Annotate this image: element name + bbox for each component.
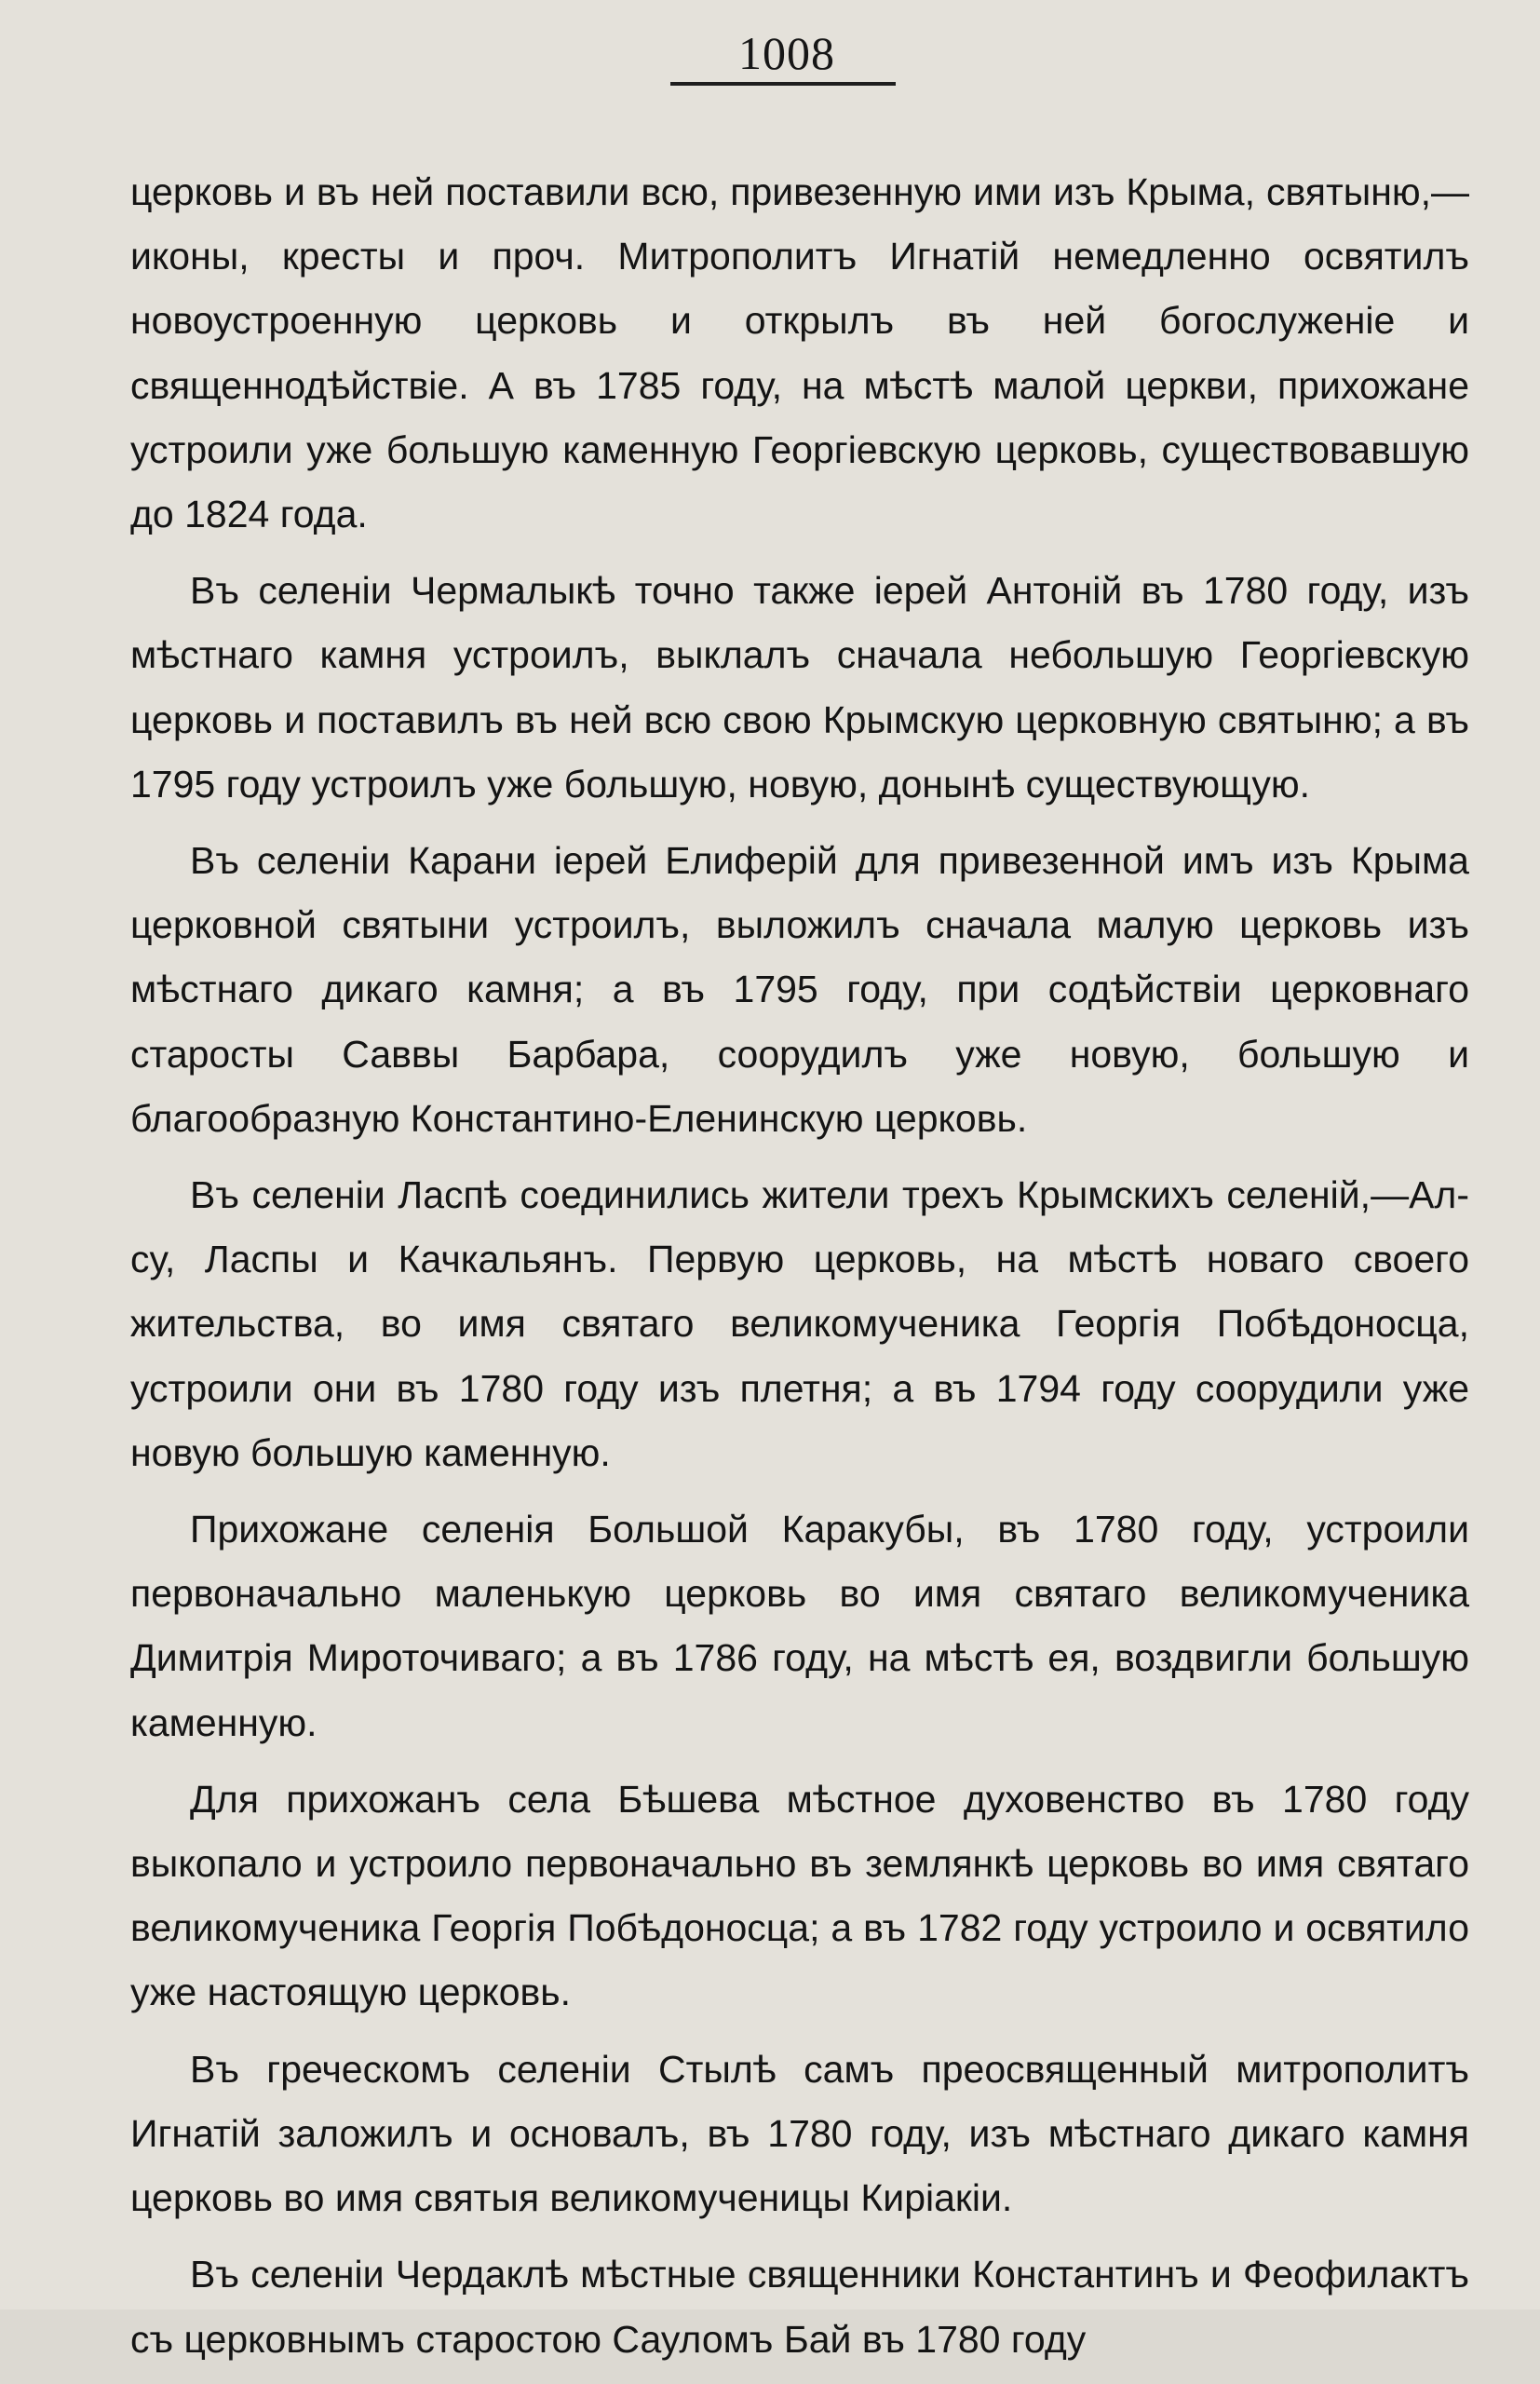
body-text (130, 160, 1469, 2384)
paragraph-7: Въ греческомъ селеніи Стылѣ самъ преосвященный митрополитъ Игнатій заложилъ и основалъ, въ 1780 году, изъ мѣстнаго дикаго камня церковь во имя святыя великомученицы Киріакіи. (130, 2047, 1469, 2220)
paragraph-3: Въ селеніи Карани іерей Елиферій для привезенной имъ изъ Крыма церковной святыни устроилъ, выложилъ сначала малую церковь изъ мѣстнаго дикаго камня; а въ 1795 году, при содѣйствіи церковнаго старосты Саввы Барбара, соорудилъ уже новую, большую и благообразную Константино-Еленинскую церковь. (130, 839, 1469, 1140)
paragraph-2: Въ селеніи Чермалыкѣ точно также іерей Антоній въ 1780 году, изъ мѣстнаго камня устроилъ, выклалъ сначала небольшую Георгіевскую церковь и поставилъ въ ней всю свою Крымскую церковную святыню; а въ 1795 году устроилъ уже большую, новую, донынѣ существующую. (130, 569, 1469, 806)
paragraph-8: Въ селеніи Чердаклѣ мѣстные священники Константинъ и Феофилактъ съ церковнымъ старостою Сауломъ Бай въ 1780 году (130, 2253, 1469, 2361)
page-header (0, 20, 1540, 86)
paragraph-6: Для прихожанъ села Бѣшева мѣстное духовенство въ 1780 году выкопало и устроило первоначально въ землянкѣ церковь во имя святаго великомученика Георгія Побѣдоносца; а въ 1782 году устроило и освятило уже настоящую церковь. (130, 1777, 1469, 2014)
paragraph-1: церковь и въ ней поставили всю, привезенную ими изъ Крыма, святыню,—иконы, кресты и проч. Митрополитъ Игнатій немедленно освятилъ новоустроенную церковь и открылъ въ ней богослуженіе и священнодѣйствіе. А въ 1785 году, на мѣстѣ малой церкви, прихожане устроили уже большую каменную Георгіевскую церковь, существовавшую до 1824 года. (130, 170, 1469, 536)
header-rule (670, 82, 896, 86)
paragraph-4: Въ селеніи Ласпѣ соединились жители трехъ Крымскихъ селеній,—Ал-су, Ласпы и Качкальянъ. Первую церковь, на мѣстѣ новаго своего жительства, во имя святаго великомученика Георгія Побѣдоносца, устроили они въ 1780 году изъ плетня; а въ 1794 году соорудили уже новую большую каменную. (130, 1173, 1469, 1474)
paragraph-5: Прихожане селенія Большой Каракубы, въ 1780 году, устроили первоначально маленькую церковь во имя святаго великомученика Димитрія Мироточиваго; а въ 1786 году, на мѣстѣ ея, воздвигли большую каменную. (130, 1508, 1469, 1744)
page-number: 1008 (738, 27, 835, 79)
